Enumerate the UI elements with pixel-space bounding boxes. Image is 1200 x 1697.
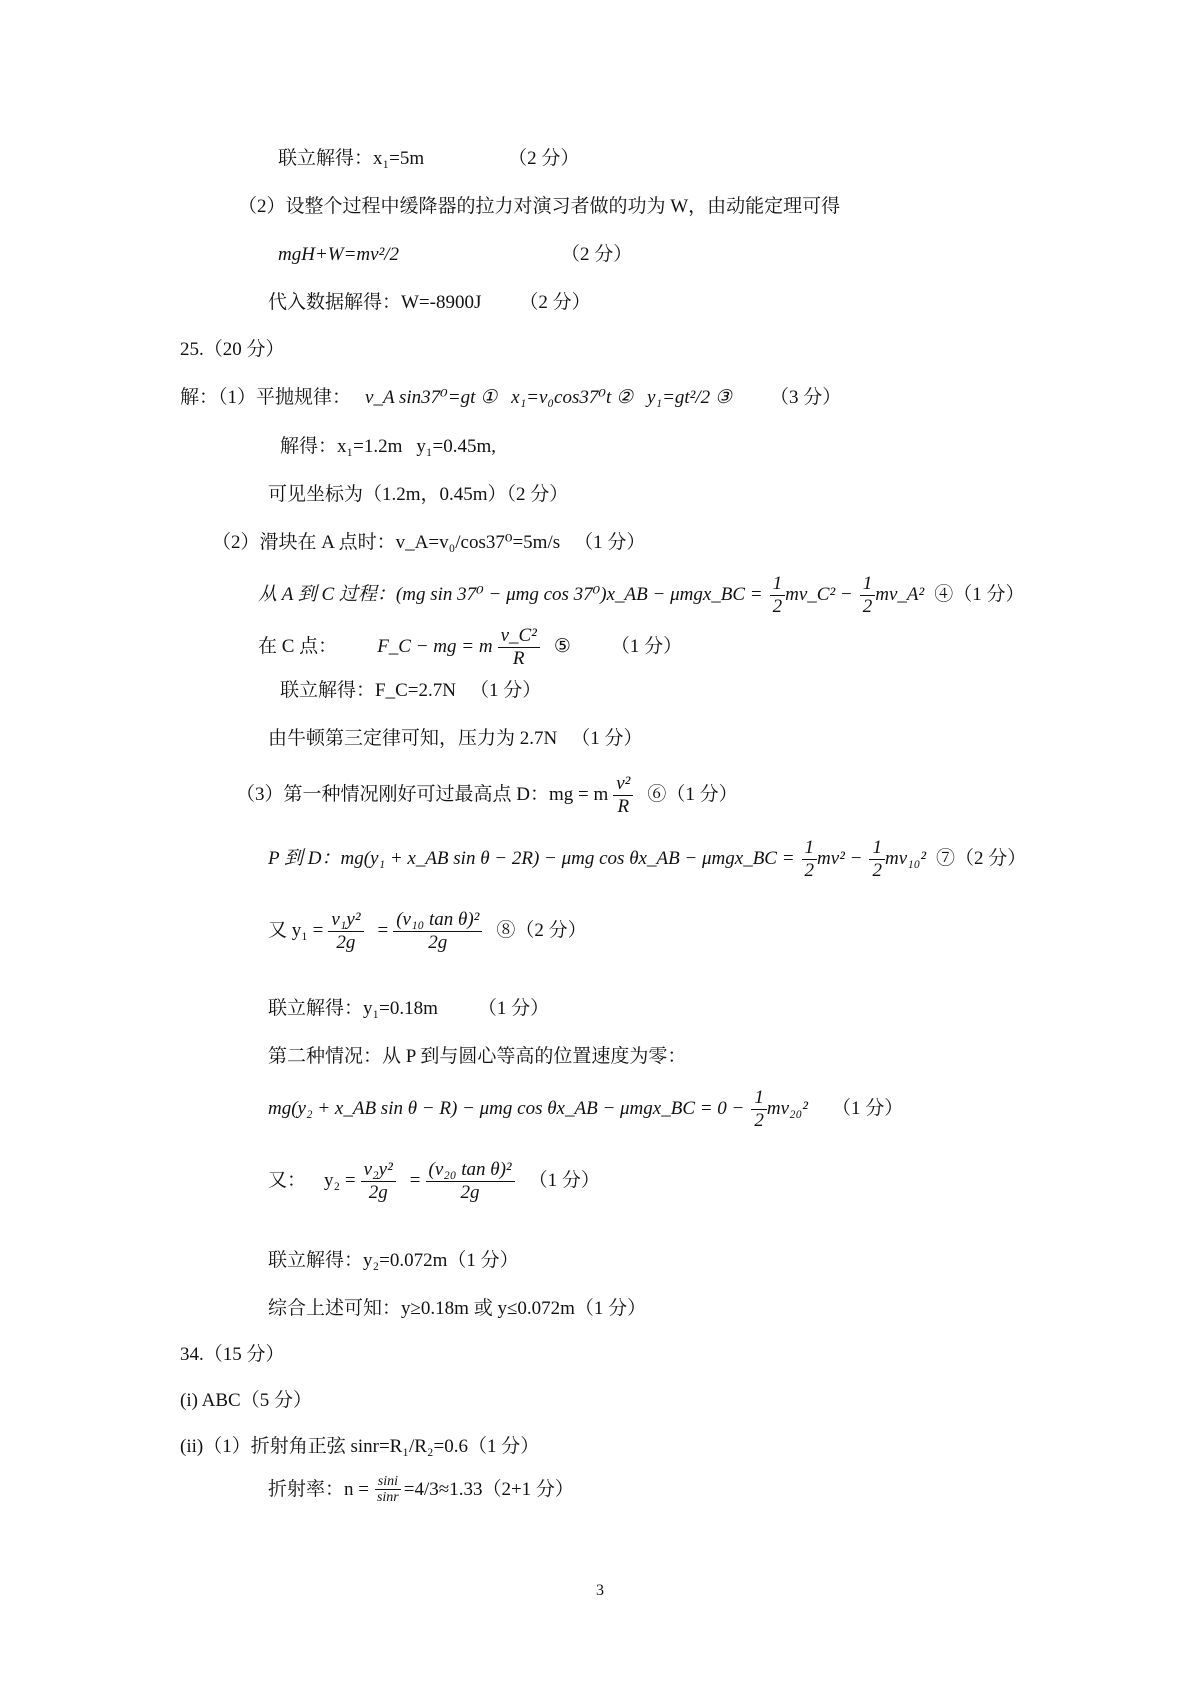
equation-text: mv_C² − [785,584,853,606]
line-work-result [268,292,591,315]
text-label: 又： [268,1170,307,1192]
score-label: ⑦（2 分） [936,848,1027,870]
equation-text: mv₂₀² [766,1098,808,1120]
text-line: 由牛顿第三定律可知，压力为 2.7N [268,728,558,749]
score-label: （1 分） [571,728,643,749]
line-p-to-d [268,838,1026,882]
fraction: $\frac{\text{(v₁₀ tan θ)²}}{2g}$ [393,910,482,954]
line-velocity-at-a [212,532,645,555]
line-a-to-c [258,574,1024,618]
circled-number: ⑤ [553,636,571,658]
line-case-two [268,1046,686,1069]
score-label: （1 分） [477,998,550,1019]
line-coordinate [268,484,568,507]
equation-text: 从 A 到 C 过程：(mg sin 37⁰ − μmg cos 37⁰)x_AB − μmgx_BC = [258,584,763,606]
line-at-point-c [258,626,682,670]
section-34-heading [180,1344,285,1367]
line-conclusion [268,1298,646,1321]
fraction: $\frac{\text{v²}}{R}$ [613,774,633,818]
equation-text: 解得：x₁=1.2m [280,436,403,457]
equation-text: （2）滑块在 A 点时：v_A=v₀/cos37⁰=5m/s [212,532,561,553]
equation-text: y₂ = [324,1170,356,1192]
line-case-one [236,774,738,818]
equation-text: x₁=v₀cos37⁰t ② [511,387,634,408]
line-solve-fc [280,680,541,703]
fraction: $\frac{1}{2}$ [802,838,818,882]
score-label: （2 分） [561,244,633,265]
equation-text: 联立解得：y₁=0.18m [268,998,438,1019]
score-label: ⑥（1 分） [647,784,738,806]
equation-text: =4/3≈1.33（2+1 分） [403,1478,574,1500]
fraction: $\frac{\text{v₁y²}}{2g}$ [328,910,363,954]
line-energy-eq [278,244,632,267]
line-part-ii [180,1436,539,1459]
text-line: （2）设整个过程中缓降器的拉力对演习者做的功为 W，由动能定理可得 [238,196,841,217]
line-y1-expression: 又 y₁ = $\frac{\text{v₁y²}}{2g}$ = $\frac{\text{(v₁₀ tan θ)²}}{2g}$ ⑧（2 分） [268,909,587,953]
text-line: 综合上述可知：y≥0.18m 或 y≤0.072m（1 分） [268,1298,647,1319]
score-label: （1 分） [528,1170,600,1192]
score-label: （1 分） [469,680,542,701]
score-label: （1 分） [574,532,646,553]
equation-text: mv² − [817,848,863,870]
fraction: $\frac{1}{2}$ [770,574,786,618]
equation-text: mv₁₀² [884,848,927,870]
fraction: $\frac{\text{v₂y²}}{2g}$ [361,1160,396,1204]
line-solve-y1 [268,998,549,1021]
fraction: $\frac{1}{2}$ [869,838,885,882]
line-refraction-index [268,1474,574,1506]
section-heading: 34.（15 分） [180,1344,285,1365]
text-label: 解：（1）平抛规律： [180,387,352,408]
text-label: 在 C 点： [258,636,338,658]
line-solve-xy [280,436,496,459]
fraction: $\frac{\text{v\_C²}}{R}$ [498,626,540,670]
fraction: $\frac{1}{2}$ [751,1088,767,1132]
score-label: （1 分） [610,636,683,658]
equation-text: 折射率：n = [268,1478,369,1500]
equation-text: 联立解得：y₂=0.072m（1 分） [268,1250,519,1271]
equation-text: P 到 D：mg(y₁ + x_AB sin θ − 2R) − μmg cos θx_AB − μmgx_BC = [268,848,795,870]
fraction: $\frac{1}{2}$ [860,574,876,618]
line-projectile-rules [180,387,841,410]
line-part-i [180,1390,312,1413]
score-label: （3 分） [769,387,842,408]
equation-text: 代入数据解得：W=-8900J [268,292,482,313]
line-case-two-eq [268,1088,903,1132]
score-label: ④（1 分） [934,584,1025,606]
line-work-setup [238,196,840,219]
line-newton-third [268,728,643,751]
text-line: (ii)（1）折射角正弦 sinr=R₁/R₂=0.6（1 分） [180,1436,540,1457]
score-label: （1 分） [831,1098,904,1120]
equation-text: mgH+W=mv²/2 [278,244,400,265]
fraction: $\frac{\sin i}{\sin r}$ [374,1474,402,1506]
score-label: （2 分） [519,292,591,313]
equation-text: 又 y₁ = [268,920,324,942]
equation-text: y₁=0.45m, [416,436,496,457]
equation-text: 联立解得：F_C=2.7N [280,680,456,701]
equation-text: mv_A² [875,584,925,606]
equation-text: F_C − mg = m [377,636,493,658]
equation-text: 联立解得：x₁=5m [278,148,425,169]
section-heading: 25.（20 分） [180,339,285,360]
equation-text: y₁=gt²/2 ③ [647,387,732,408]
text-line: (i) ABC（5 分） [180,1390,312,1411]
score-label: （2 分） [508,148,580,169]
section-25-heading [180,339,285,362]
page-number: 3 [596,1582,604,1599]
score-label: ⑧（2 分） [496,920,587,942]
equation-text: v_A sin37⁰=gt ① [365,387,498,408]
equation-text: （3）第一种情况刚好可过最高点 D：mg = m [236,784,609,806]
text-line: 可见坐标为（1.2m，0.45m）（2 分） [268,484,569,505]
text-line: 第二种情况：从 P 到与圆心等高的位置速度为零： [268,1046,687,1067]
equation-text: mg(y₂ + x_AB sin θ − R) − μmg cos θx_AB − μmgx_BC = 0 − [268,1098,745,1120]
fraction: $\frac{\text{(v₂₀ tan θ)²}}{2g}$ [426,1160,515,1204]
line-y2-expression: 又： y₂ = $\frac{\text{v₂y²}}{2g}$ = $\frac{\text{(v₂₀ tan θ)²}}{2g}$ （1 分） [268,1159,600,1203]
line-solve-y2 [268,1250,519,1273]
line-solve-x1 [278,148,579,171]
